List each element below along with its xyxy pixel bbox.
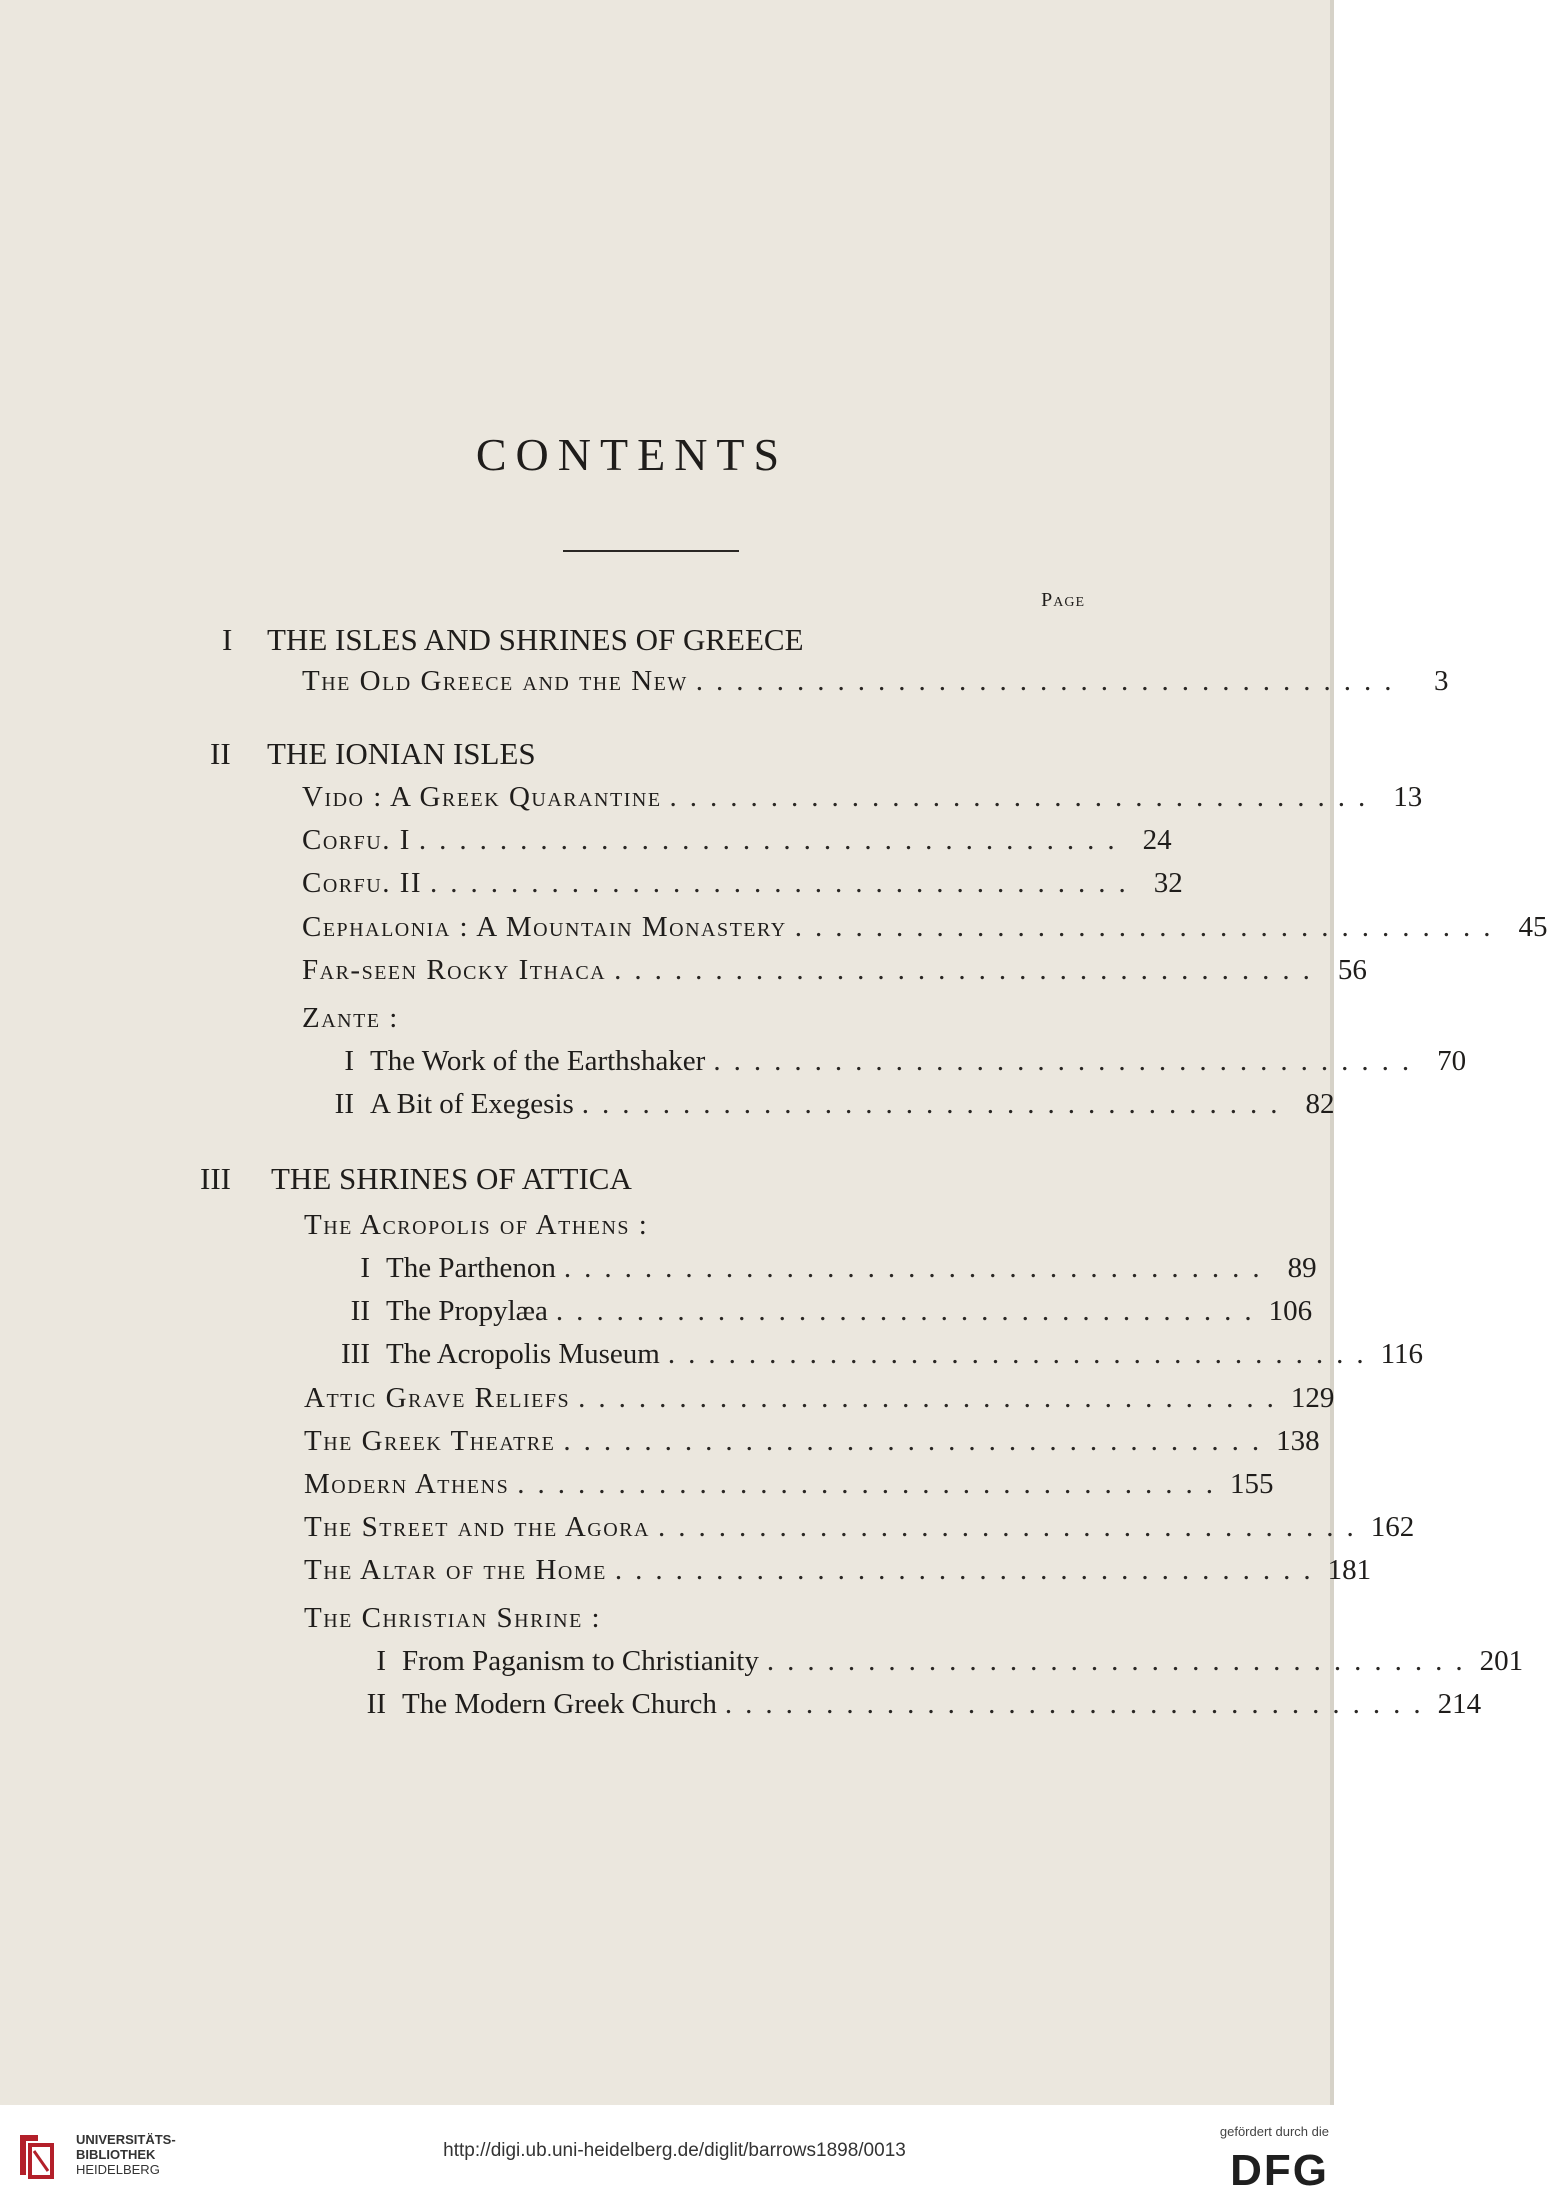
toc-entry-page: 106	[1268, 1295, 1313, 1327]
toc-entry-label: The Parthenon	[386, 1252, 556, 1284]
toc-entry-label: Corfu. II	[302, 867, 423, 899]
toc-entry-numeral: I	[376, 1645, 386, 1677]
toc-entry-label: The Street and the Agora	[304, 1511, 650, 1543]
toc-entry-label: The Modern Greek Church	[402, 1688, 717, 1720]
title-rule	[563, 550, 739, 552]
toc-entry-page: 32	[1153, 867, 1183, 899]
library-name-line: HEIDELBERG	[76, 2162, 160, 2177]
leader-dots: ...................................	[695, 665, 1405, 697]
toc-entry-page: 155	[1229, 1468, 1274, 1500]
part-heading	[200, 1161, 632, 1197]
toc-entry[interactable]	[302, 781, 1423, 821]
toc-entry-page: 13	[1393, 781, 1423, 813]
source-url-link[interactable]: http://digi.ub.uni-heidelberg.de/diglit/barrows1898/0013	[443, 2140, 906, 2161]
toc-entry-label: The Greek Theatre	[304, 1425, 556, 1457]
toc-entry[interactable]	[362, 1688, 1482, 1728]
leader-dots: ...................................	[724, 1688, 1434, 1720]
leader-dots: ...................................	[563, 1425, 1273, 1457]
leader-dots: ...................................	[563, 1252, 1273, 1284]
leader-dots: ...................................	[418, 824, 1128, 856]
toc-entry[interactable]	[304, 1511, 1415, 1551]
toc-entry[interactable]	[302, 867, 1183, 907]
leader-dots: ...................................	[430, 867, 1139, 899]
part-title: THE IONIAN ISLES	[267, 736, 536, 771]
toc-entry-page: 82	[1305, 1088, 1335, 1120]
toc-entry-page: 45	[1518, 911, 1547, 943]
toc-entry-numeral: II	[366, 1688, 386, 1720]
part-numeral: II	[210, 736, 231, 771]
toc-entry[interactable]	[334, 1338, 1424, 1378]
leader-dots: ...................................	[713, 1045, 1423, 1077]
toc-entry[interactable]	[302, 911, 1547, 951]
toc-entry[interactable]	[302, 824, 1172, 864]
toc-entry[interactable]	[326, 1088, 1335, 1128]
toc-entry-page: 214	[1437, 1688, 1482, 1720]
library-name-line: BIBLIOTHEK	[76, 2147, 156, 2162]
toc-entry-label: The Altar of the Home	[304, 1554, 607, 1586]
leader-dots: ...................................	[667, 1338, 1377, 1370]
toc-entry[interactable]	[304, 1425, 1320, 1465]
toc-entry-numeral: I	[344, 1045, 354, 1077]
toc-subsection-heading: Zante :	[302, 1002, 399, 1034]
toc-entry-label: The Acropolis Museum	[386, 1338, 660, 1370]
leader-dots: ...................................	[578, 1382, 1287, 1414]
toc-entry[interactable]	[302, 954, 1367, 994]
part-heading	[222, 622, 804, 658]
page-column-heading: Page	[1041, 589, 1085, 611]
toc-entry-label: Vido : A Greek Quarantine	[302, 781, 662, 813]
leader-dots: ...................................	[581, 1088, 1291, 1120]
leader-dots: ...................................	[517, 1468, 1226, 1500]
toc-subsection-heading: The Christian Shrine :	[304, 1602, 602, 1634]
leader-dots: ...................................	[669, 781, 1379, 813]
toc-entry[interactable]	[302, 665, 1449, 705]
toc-entry[interactable]	[346, 1295, 1313, 1335]
toc-entry-label: Corfu. I	[302, 824, 411, 856]
toc-entry-page: 181	[1327, 1554, 1372, 1586]
toc-entry-label: The Work of the Earthshaker	[370, 1045, 706, 1077]
part-numeral: III	[200, 1161, 231, 1196]
part-heading	[210, 736, 536, 772]
toc-entry-label: Modern Athens	[304, 1468, 510, 1500]
toc-entry-page: 3	[1434, 665, 1449, 697]
page-title: CONTENTS	[475, 429, 789, 480]
part-title: THE ISLES AND SHRINES OF GREECE	[267, 622, 804, 657]
leader-dots: ...................................	[794, 911, 1504, 943]
toc-entry-page: 70	[1437, 1045, 1467, 1077]
toc-entry[interactable]	[304, 1382, 1335, 1422]
dfg-logo: DFG	[1230, 2146, 1329, 2195]
toc-entry-label: Attic Grave Reliefs	[304, 1382, 571, 1414]
part-title: THE SHRINES OF ATTICA	[271, 1161, 632, 1196]
toc-entry-label: A Bit of Exegesis	[370, 1088, 574, 1120]
toc-entry-page: 138	[1276, 1425, 1320, 1457]
toc-entry[interactable]	[358, 1252, 1317, 1292]
toc-entry[interactable]	[332, 1045, 1467, 1085]
toc-entry-page: 129	[1290, 1382, 1335, 1414]
toc-entry-numeral: II	[350, 1295, 370, 1327]
toc-entry-page: 24	[1142, 824, 1172, 856]
part-numeral: I	[222, 622, 233, 657]
toc-entry[interactable]	[374, 1645, 1524, 1685]
toc-subsection-heading: The Acropolis of Athens :	[304, 1209, 649, 1241]
toc-entry-numeral: III	[341, 1338, 370, 1370]
toc-entry-label: The Propylæa	[386, 1295, 548, 1327]
leader-dots: ...................................	[657, 1511, 1367, 1543]
toc-entry-label: Cephalonia : A Mountain Monastery	[302, 911, 787, 943]
leader-dots: ...................................	[614, 954, 1323, 986]
toc-entry[interactable]	[304, 1554, 1372, 1594]
leader-dots: ...................................	[614, 1554, 1324, 1586]
funded-by-label: gefördert durch die	[1219, 2124, 1329, 2139]
toc-entry-page: 201	[1479, 1645, 1524, 1677]
toc-entry-page: 162	[1370, 1511, 1415, 1543]
toc-entry[interactable]	[304, 1468, 1274, 1508]
toc-entry-label: The Old Greece and the New	[302, 665, 688, 697]
leader-dots: ...................................	[766, 1645, 1476, 1677]
library-name-line: UNIVERSITÄTS-	[76, 2132, 176, 2147]
toc-entry-label: From Paganism to Christianity	[402, 1645, 759, 1677]
toc-entry-label: Far-seen Rocky Ithaca	[302, 954, 607, 986]
toc-entry-numeral: I	[360, 1252, 370, 1284]
toc-entry-numeral: II	[334, 1088, 354, 1120]
toc-entry-page: 116	[1380, 1338, 1424, 1370]
leader-dots: ...................................	[555, 1295, 1265, 1327]
toc-entry-page: 89	[1287, 1252, 1317, 1284]
toc-entry-page: 56	[1337, 954, 1367, 986]
